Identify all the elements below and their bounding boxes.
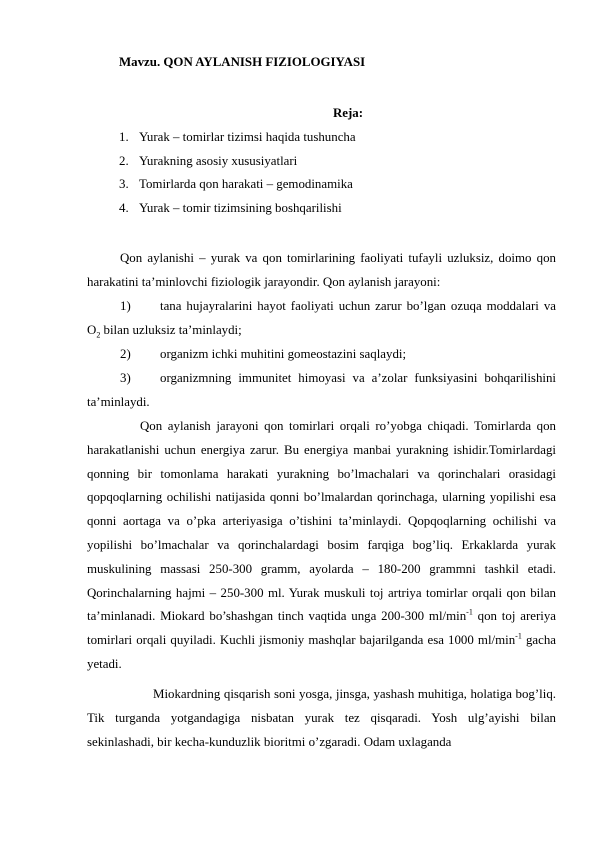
intro-paragraph: Qon aylanishi – yurak va qon tomirlarining faoliyati tufayli uzluksiz, doimo qon harakatini ta’minlovchi fiziologik jarayondir. Qon aylanish jarayoni:	[87, 251, 556, 289]
superscript: -1	[466, 608, 473, 618]
body-paragraph-1	[87, 415, 556, 677]
plan-item-text: Yurak – tomirlar tizimsi haqida tushuncha	[139, 130, 356, 144]
superscript: -1	[515, 631, 522, 641]
plan-item-number: 4.	[119, 200, 129, 215]
plan-item	[119, 126, 356, 150]
plan-item-text: Yurakning asosiy xususiyatlari	[139, 153, 298, 168]
point-item	[87, 343, 556, 367]
plan-item-number: 1.	[119, 130, 129, 144]
plan-list	[119, 126, 356, 220]
plan-item	[119, 150, 356, 174]
point-text: organizm ichki muhitini gomeostazini saqlaydi;	[160, 347, 407, 361]
body-paragraph-2: Miokardning qisqarish soni yosga, jinsga, yashash muhitiga, holatiga bog’liq. Tik turganda yotgandagiga nisbatan yurak tez qisqaradi. Yosh ulg’ayishi bilan sekinlashadi, bir kecha-kunduzlik bioritmi o’zgaradi. Odam uxlaganda	[87, 687, 556, 749]
paragraph-text: qon toj areriya tomirlari orqali quyiladi. Kuchli jismoniy mashqlar bajarilganda esa 1000 ml/min	[87, 609, 557, 648]
plan-item-number: 3.	[119, 177, 129, 191]
paragraph-text: Qon aylanish jarayoni qon tomirlari orqali ro’yobga chiqadi. Tomirlarda qon harakatlanishi uchun energiya zarur. Bu energiya manbai yurakning ishidir.Tomirlardagi qonning bir tomonlama harakati yurakning bo’lmachalari va qorinchalari orasidagi qopqoqlarning ochilishi natijasida qonni bo’lmalardan qorinchaga, ularning yopilishi esa qonni aortaga va o’pka arteriyasiga o’tishini ta’minlaydi. Qopqoqlarning ochilishi va yopilishi bo’lmachalar va qorinchalardagi bosim farqiga bog’liq. Erkaklarda yurak muskulining massasi 250-300 gramm, ayolarda – 180-200 grammni tashkil etadi. Qorinchalarning hajmi – 250-300 ml. Yurak muskuli toj artriya tomirlar orqali qon bilan ta’minlanadi. Miokard bo’shashgan tinch vaqtida unga 200-300 ml/min	[87, 419, 556, 624]
plan-item-text: Tomirlarda qon harakati – gemodinamika	[139, 177, 353, 191]
page-title: Mavzu. QON AYLANISH FIZIOLOGIYASI	[119, 55, 366, 69]
point-text: organizmning immunitet himoyasi va a’zolar funksiyasini bohqarilishini ta’minlaydi.	[87, 371, 556, 409]
plan-heading: Reja:	[332, 106, 364, 120]
paragraph-text: gacha yetadi.	[87, 633, 556, 671]
point-item	[87, 367, 556, 415]
plan-item	[119, 197, 356, 221]
point-number: 1)	[120, 299, 131, 313]
plan-item	[119, 173, 356, 197]
point-number: 2)	[120, 347, 131, 361]
plan-item-number: 2.	[119, 153, 129, 168]
point-text: tana hujayralarini hayot faoliyati uchun zarur bo’lgan ozuqa moddalari va O	[87, 299, 556, 337]
point-item	[87, 295, 556, 343]
point-number: 3)	[120, 371, 131, 385]
point-subscript: 2	[96, 330, 101, 340]
point-text-after: bilan uzluksiz ta’minlaydi;	[100, 322, 242, 337]
plan-item-text: Yurak – tomir tizimsining boshqarilishi	[139, 200, 342, 215]
